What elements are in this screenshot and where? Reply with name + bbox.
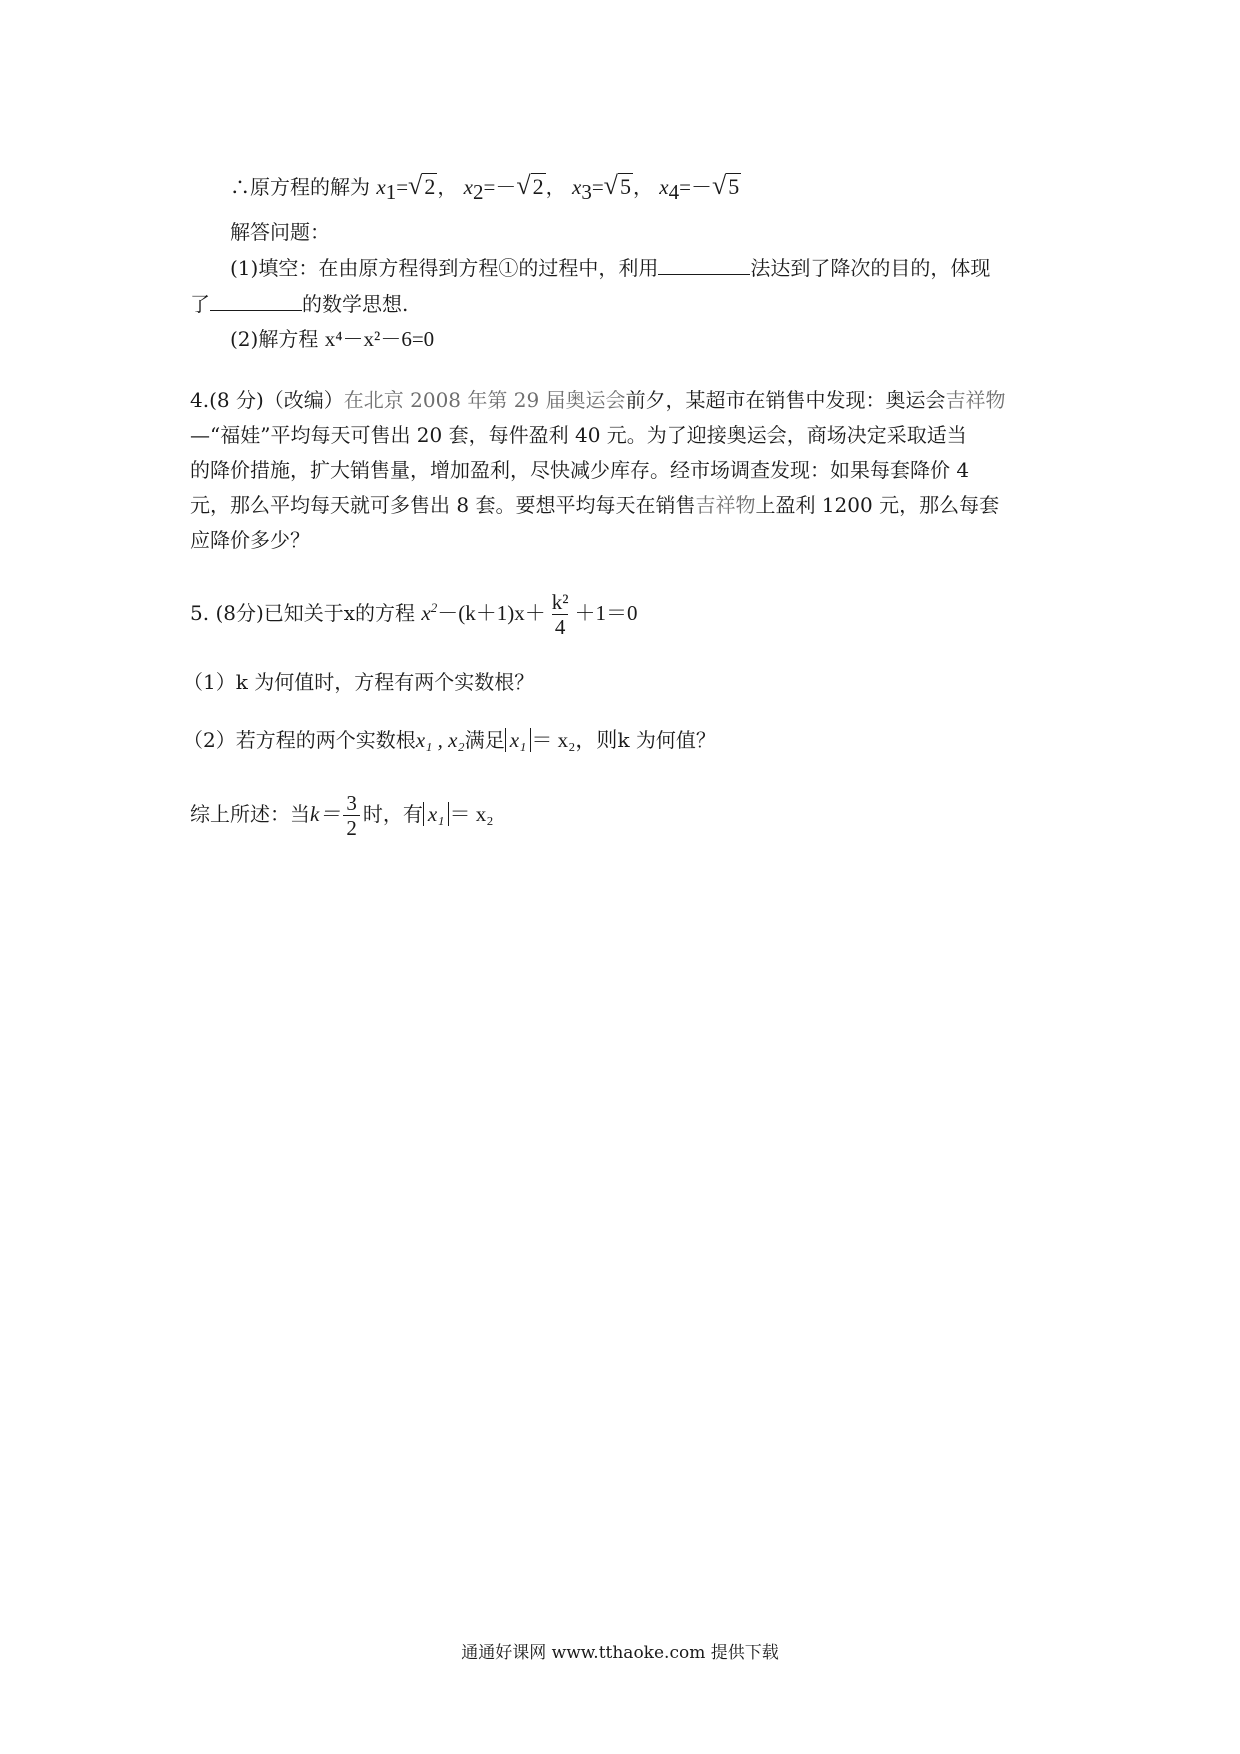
roots-list — [376, 171, 741, 205]
q3-part1-text-d: 的数学思想. — [302, 292, 409, 316]
q3-part1-line1 — [230, 254, 990, 282]
sqrt-icon: √5 — [711, 171, 740, 200]
q5-part2-b: 满足 — [464, 728, 505, 752]
q5-part2-c: ＝ x₂，则 — [531, 728, 618, 752]
q5-part2 — [183, 726, 716, 754]
question-4 — [190, 383, 1070, 558]
root-var: $x_3$ — [571, 175, 592, 205]
q4-line3: 的降价措施，扩大销售量，增加盈利，尽快减少库存。经市场调查发现：如果每套降价 4 — [190, 458, 970, 482]
q4-line4b: 吉祥物 — [695, 493, 756, 517]
root-3: $x_3=√5$ ， — [571, 171, 660, 205]
summary-mid: 时，有 — [362, 802, 423, 826]
q3-part2-label: (2)解方程 — [230, 327, 319, 351]
q3-part1-text-a: (1)填空：在由原方程得到方程①的过程中，利用 — [230, 256, 659, 280]
q4-seg-1: 前夕，某超市在销售中发现：奥运会 — [625, 388, 946, 412]
answer-heading: 解答问题： — [230, 220, 330, 244]
q4-seg-0: 在北京 2008 年第 29 届奥运会 — [343, 388, 626, 412]
q4-line5: 应降价多少？ — [190, 528, 310, 552]
summary-fraction — [343, 791, 360, 840]
q5-label: 5. (8分)已知关于x的方程 — [190, 601, 416, 625]
q4-seg-2: 吉祥物 — [945, 388, 1006, 412]
q4-line4c: 上盈利 1200 元，那么每套 — [755, 493, 1000, 517]
q4-line4 — [190, 488, 1070, 523]
solution-conclusion — [230, 172, 741, 206]
q3-part2-equation: x⁴－x²－6=0 — [324, 327, 435, 351]
root-var: $x_1$ — [376, 175, 397, 205]
q4-line4a: 元，那么平均每天就可多售出 8 套。要想平均每天在销售 — [190, 493, 696, 517]
q3-part1-text-c: 了 — [190, 292, 210, 316]
q5-part2-a: （2）若方程的两个实数根 — [183, 728, 416, 752]
q5-part2-abs: x₁ — [505, 728, 532, 752]
footer: 通通好课网 www.tthaoke.com 提供下载 — [461, 1643, 779, 1663]
root-4: $x_4=-√5$ — [659, 171, 740, 205]
q5-part2-d: k 为何值？ — [617, 728, 716, 752]
q5-part1: （1）k 为何值时，方程有两个实数根？ — [183, 670, 535, 694]
conclusion-prefix: ∴原方程的解为 — [230, 175, 370, 199]
q4-line2: —“福娃”平均每天可售出 20 套，每件盈利 40 元。为了迎接奥运会，商场决定采取适当 — [190, 423, 967, 447]
q4-number: 4.(8 分)（改编） — [190, 388, 344, 412]
q5-eq-right: ＋1＝0 — [574, 601, 638, 625]
root-2: $x_2=-√2$ ， — [463, 171, 572, 205]
summary-prefix: 综上所述：当 — [190, 802, 310, 826]
summary-k-eq: k＝ — [310, 802, 341, 826]
sqrt-icon: √2 — [516, 171, 544, 200]
summary-abs: x₁ — [423, 802, 450, 826]
fill-blank-2[interactable] — [210, 292, 302, 311]
q4-line1 — [190, 383, 1070, 418]
q3-part1-line2 — [190, 290, 408, 318]
summary — [190, 782, 494, 846]
summary-suffix: ＝ x₂ — [449, 802, 494, 826]
question-5-stem — [190, 578, 638, 643]
q5-fraction — [549, 590, 572, 639]
q3-part1-text-b: 法达到了降次的目的，体现 — [750, 256, 991, 280]
summary-frac-num: 3 — [346, 791, 357, 815]
root-var: $x_2$ — [463, 175, 484, 205]
q5-frac-den: 4 — [552, 614, 569, 639]
root-1: $x_1=√2$ ， — [376, 171, 464, 205]
root-var: $x_4$ — [659, 175, 680, 205]
q5-frac-num: k² — [551, 590, 569, 614]
fill-blank-1[interactable] — [658, 256, 750, 275]
q5-eq-left: $x^2$ — [421, 600, 438, 625]
q3-part2 — [230, 325, 434, 353]
sqrt-icon: √2 — [408, 171, 436, 200]
q5-part2-roots: x₁ , x₂ — [415, 728, 465, 752]
summary-frac-den: 2 — [343, 815, 360, 840]
q5-eq-mid: －(k＋1)x＋ — [437, 601, 546, 625]
sqrt-icon: √5 — [603, 171, 631, 200]
